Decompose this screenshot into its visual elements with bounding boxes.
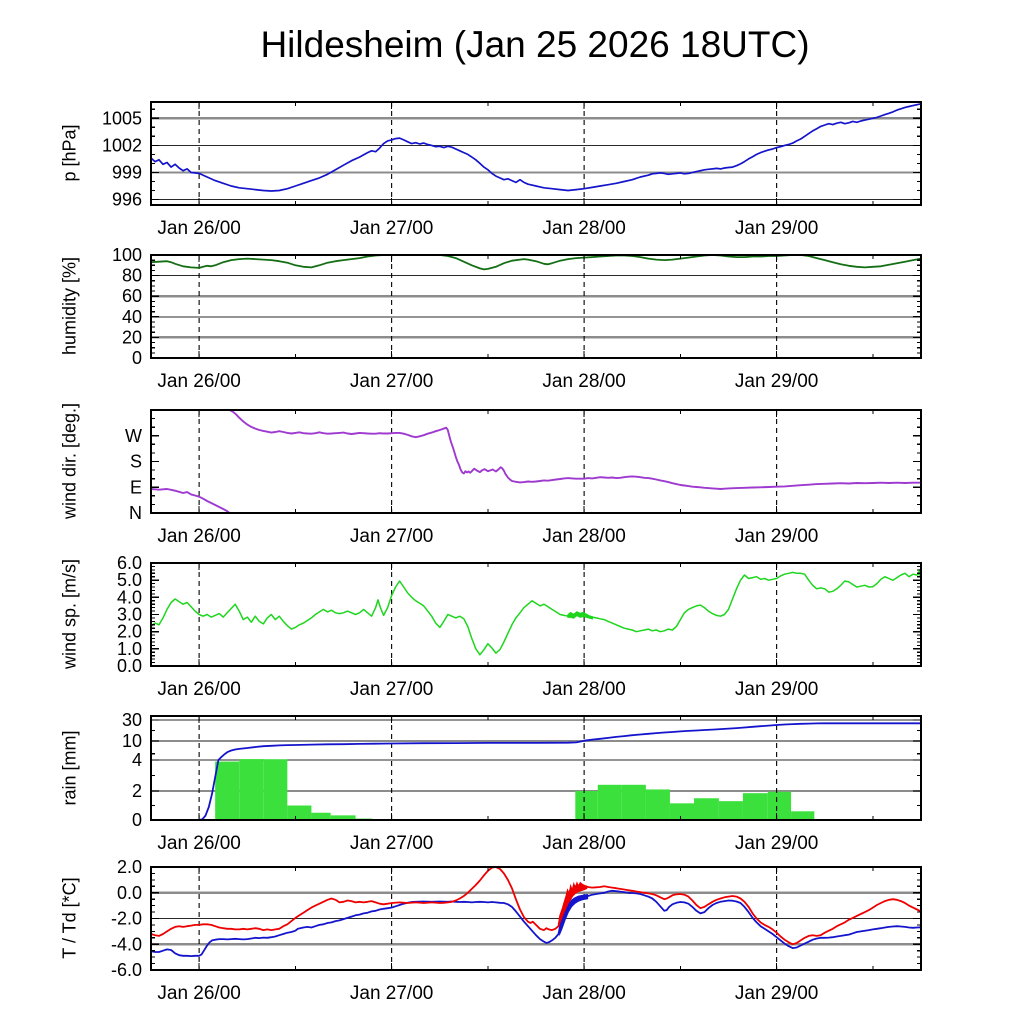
ytick-label-wind_speed: 3.0	[116, 604, 142, 625]
xtick-label-day: Jan 26/00	[157, 526, 241, 547]
ytick-label-humidity: 40	[121, 306, 142, 327]
xtick-label-day: Jan 28/00	[542, 679, 626, 700]
xtick-label-day: Jan 27/00	[349, 833, 434, 854]
ytick-label-rain: 10	[121, 731, 142, 751]
ytick-label-rain: 30	[121, 710, 142, 730]
xtick-label-day: Jan 29/00	[734, 218, 819, 239]
xtick-label-day: Jan 28/00	[542, 371, 626, 392]
ytick-label-temperature: 0.0	[116, 882, 142, 903]
ytick-label-wind_speed: 1.0	[116, 638, 142, 659]
ytick-label-wind_dir: S	[129, 451, 142, 472]
panel-humidity	[112, 245, 921, 392]
xtick-label-day: Jan 27/00	[349, 679, 434, 700]
y-axis-label-rain: rain [mm]	[59, 730, 80, 806]
ytick-label-humidity: 0	[131, 348, 142, 368]
panel-rain	[122, 710, 921, 854]
xtick-label-day: Jan 26/00	[157, 983, 241, 1004]
ytick-label-wind_dir: E	[129, 477, 142, 498]
ytick-label-pressure: 1005	[101, 108, 142, 129]
ytick-label-wind_speed: 5.0	[116, 570, 142, 591]
xtick-label-day: Jan 26/00	[157, 218, 241, 239]
xtick-label-day: Jan 26/00	[157, 833, 241, 854]
xtick-label-day: Jan 26/00	[157, 371, 241, 392]
y-axis-label-wind-speed: wind sp. [m/s]	[59, 558, 80, 670]
ytick-label-humidity: 100	[111, 245, 142, 265]
ytick-label-pressure: 1002	[101, 135, 142, 156]
xtick-label-day: Jan 27/00	[349, 371, 434, 392]
y-axis-label-pressure: p [hPa]	[59, 124, 80, 182]
xtick-label-day: Jan 27/00	[349, 526, 434, 547]
series-pressure	[151, 104, 921, 191]
xtick-label-day: Jan 29/00	[734, 371, 819, 392]
xtick-label-day: Jan 29/00	[734, 983, 819, 1004]
ytick-label-temperature: -4.0	[110, 934, 142, 955]
ytick-label-pressure: 996	[111, 189, 142, 210]
ytick-label-wind_speed: 0.0	[116, 656, 142, 676]
rain-3h-bars	[215, 759, 814, 820]
ytick-label-humidity: 20	[121, 327, 142, 348]
xtick-label-day: Jan 29/00	[734, 526, 819, 547]
ytick-label-temperature: 2.0	[116, 857, 142, 877]
y-axis-label-temperature: T / Td [*C]	[59, 877, 80, 959]
panel-wind_speed	[117, 553, 921, 700]
ytick-label-wind_speed: 2.0	[116, 621, 142, 642]
series-dewpoint-Td	[151, 891, 921, 956]
panel-temperature	[111, 857, 921, 1004]
xtick-label-day: Jan 28/00	[542, 983, 626, 1004]
ytick-label-wind_speed: 6.0	[116, 553, 142, 573]
y-axis-label-humidity: humidity [%]	[59, 256, 80, 356]
xtick-label-day: Jan 28/00	[542, 833, 626, 854]
xtick-label-day: Jan 28/00	[542, 218, 626, 239]
ytick-label-humidity: 80	[121, 265, 142, 286]
ytick-label-wind_dir: N	[129, 503, 142, 523]
series-wind-speed	[151, 567, 921, 655]
y-axis-label-wind-dir: wind dir. [deg.]	[59, 402, 80, 520]
panel-wind_dir	[125, 410, 921, 547]
chart-title: Hildesheim (Jan 25 2026 18UTC)	[260, 24, 810, 65]
xtick-label-day: Jan 27/00	[349, 983, 434, 1004]
xtick-label-day: Jan 26/00	[157, 679, 241, 700]
ytick-label-temperature: -2.0	[110, 908, 142, 929]
panel-pressure	[102, 102, 921, 239]
ytick-label-rain: 0	[131, 810, 142, 830]
xtick-label-day: Jan 29/00	[734, 833, 819, 854]
ytick-label-wind_speed: 4.0	[116, 587, 142, 608]
ytick-label-wind_dir: W	[125, 425, 142, 446]
series-humidity	[151, 255, 921, 269]
series-wind-direction	[230, 410, 921, 489]
ytick-label-rain: 4	[131, 750, 142, 770]
series-temperature-T	[151, 867, 921, 944]
ytick-label-temperature: -6.0	[110, 960, 142, 980]
series-wind-direction	[151, 489, 230, 513]
ytick-label-rain: 2	[131, 781, 142, 801]
ytick-label-pressure: 999	[111, 162, 142, 183]
xtick-label-day: Jan 27/00	[349, 218, 434, 239]
xtick-label-day: Jan 29/00	[734, 679, 819, 700]
xtick-label-day: Jan 28/00	[542, 526, 626, 547]
ytick-label-humidity: 60	[121, 286, 142, 307]
